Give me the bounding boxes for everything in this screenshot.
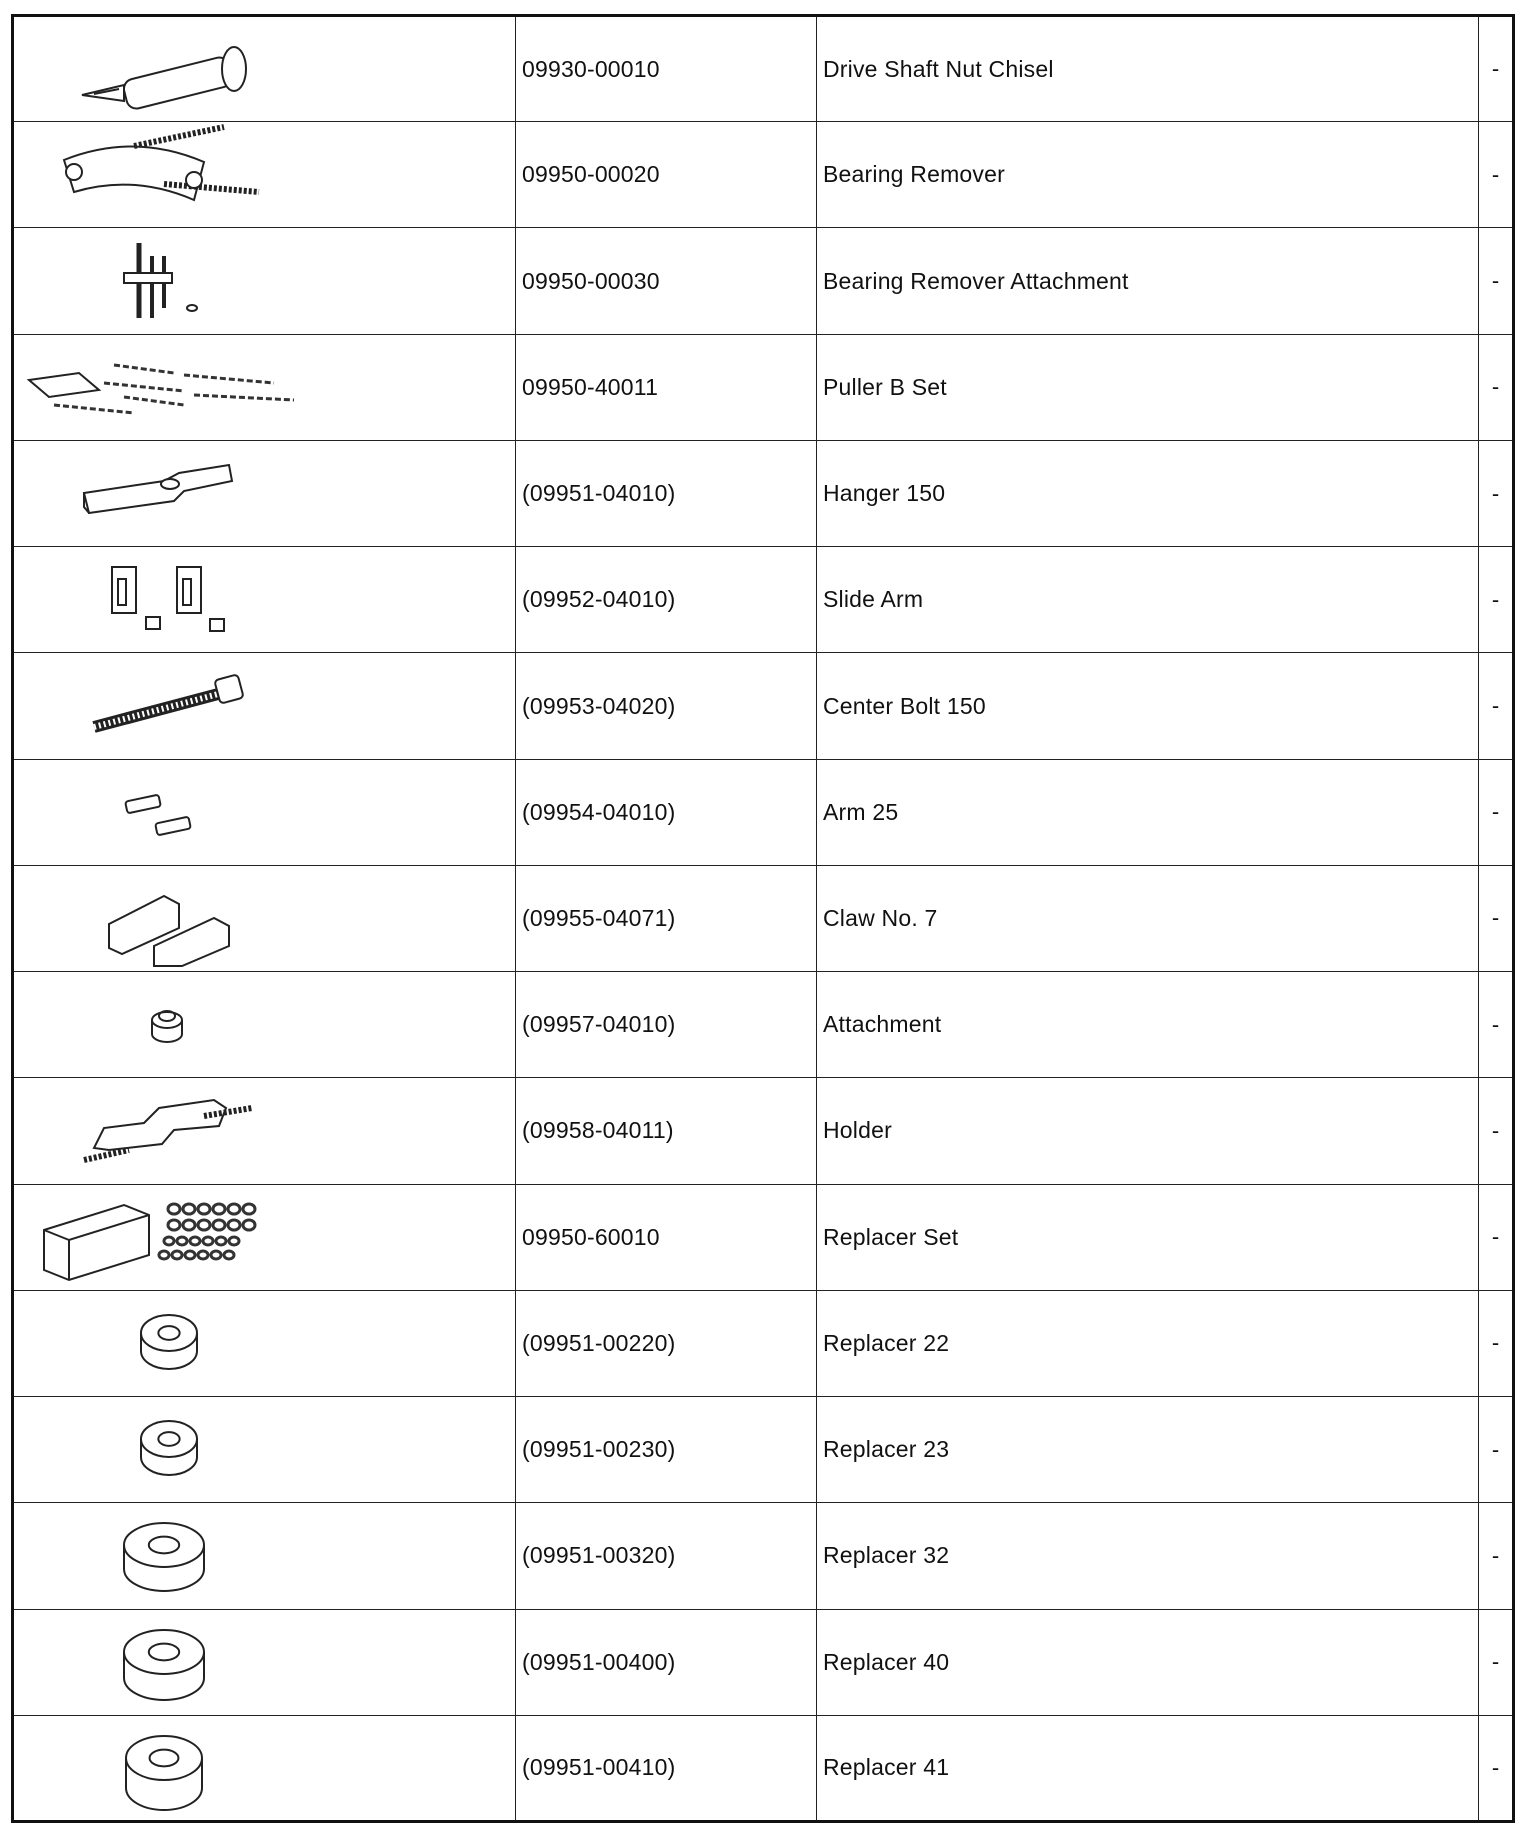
- table-row: [13, 865, 1514, 971]
- note-cell: [1479, 1078, 1514, 1184]
- tool-name: Replacer Set: [823, 1223, 959, 1250]
- tool-illustration-cell: [13, 1397, 516, 1503]
- holder-icon: [14, 1078, 515, 1184]
- part-number: (09951-00320): [522, 1542, 676, 1569]
- part-number-cell: [516, 865, 817, 971]
- part-number: 09950-00030: [522, 267, 660, 294]
- special-tools-table: [11, 14, 1515, 1823]
- table-row: [13, 759, 1514, 865]
- note-text: -: [1491, 693, 1500, 719]
- part-number-cell: [516, 16, 817, 122]
- tool-illustration-cell: [13, 759, 516, 865]
- tool-name: Replacer 22: [823, 1329, 950, 1356]
- table-row: [13, 440, 1514, 546]
- tool-name-cell: [817, 1609, 1479, 1715]
- table-row: [13, 16, 1514, 122]
- tool-name: Bearing Remover: [823, 161, 1005, 188]
- part-number: (09955-04071): [522, 904, 676, 931]
- part-number-cell: [516, 122, 817, 228]
- note-text: -: [1491, 1436, 1500, 1462]
- note-cell: [1479, 1715, 1514, 1821]
- tool-illustration-cell: [13, 653, 516, 759]
- note-cell: [1479, 865, 1514, 971]
- tool-illustration-cell: [13, 228, 516, 334]
- part-number-cell: [516, 1609, 817, 1715]
- tool-illustration-cell: [13, 1715, 516, 1821]
- tool-name: Puller B Set: [823, 373, 947, 400]
- table-row: [13, 1184, 1514, 1290]
- part-number-cell: [516, 1503, 817, 1609]
- tool-illustration-cell: [13, 1609, 516, 1715]
- note-text: -: [1491, 1649, 1500, 1675]
- tool-name-cell: [817, 16, 1479, 122]
- table-row: [13, 1078, 1514, 1184]
- part-number: (09951-00410): [522, 1754, 676, 1781]
- tool-illustration-cell: [13, 547, 516, 653]
- puller-b-set-icon: [14, 335, 515, 441]
- tool-illustration-cell: [13, 972, 516, 1078]
- part-number: (09952-04010): [522, 586, 676, 613]
- drive-shaft-nut-chisel-icon: [14, 17, 515, 123]
- note-text: -: [1491, 161, 1500, 187]
- part-number: (09958-04011): [522, 1117, 674, 1144]
- replacer-22-icon: [14, 1291, 515, 1397]
- bearing-remover-attachment-icon: [14, 228, 515, 334]
- note-text: -: [1491, 1330, 1500, 1356]
- arm-icon: [14, 760, 515, 866]
- table-row: [13, 1503, 1514, 1609]
- part-number: 09950-00020: [522, 161, 660, 188]
- tool-name-cell: [817, 1078, 1479, 1184]
- note-cell: [1479, 1397, 1514, 1503]
- table-row: [13, 547, 1514, 653]
- part-number: (09951-00230): [522, 1436, 676, 1463]
- part-number-cell: [516, 1078, 817, 1184]
- center-bolt-icon: [14, 653, 515, 759]
- bearing-remover-icon: [14, 122, 515, 228]
- note-cell: [1479, 653, 1514, 759]
- tool-illustration-cell: [13, 1078, 516, 1184]
- tool-name: Slide Arm: [823, 586, 924, 613]
- special-tools-rows: [13, 16, 1514, 1822]
- tool-illustration-cell: [13, 440, 516, 546]
- attachment-icon: [14, 972, 515, 1078]
- note-text: -: [1491, 1011, 1500, 1037]
- note-cell: [1479, 16, 1514, 122]
- tool-name: Replacer 32: [823, 1542, 950, 1569]
- table-row: [13, 972, 1514, 1078]
- note-text: -: [1491, 1542, 1500, 1568]
- part-number: (09951-00220): [522, 1329, 676, 1356]
- tool-illustration-cell: [13, 122, 516, 228]
- tool-illustration-cell: [13, 1184, 516, 1290]
- table-row: [13, 1290, 1514, 1396]
- replacer-41-icon: [14, 1716, 515, 1822]
- tool-name-cell: [817, 547, 1479, 653]
- part-number: (09953-04020): [522, 692, 676, 719]
- tool-name: Center Bolt 150: [823, 692, 986, 719]
- note-cell: [1479, 972, 1514, 1078]
- note-text: -: [1491, 480, 1500, 506]
- claw-icon: [14, 866, 515, 972]
- note-cell: [1479, 1184, 1514, 1290]
- tool-name: Replacer 41: [823, 1754, 950, 1781]
- tool-name-cell: [817, 653, 1479, 759]
- table-row: [13, 1609, 1514, 1715]
- note-text: -: [1491, 374, 1500, 400]
- note-text: -: [1491, 1754, 1500, 1780]
- note-cell: [1479, 334, 1514, 440]
- note-text: -: [1491, 1224, 1500, 1250]
- tool-name: Arm 25: [823, 798, 899, 825]
- note-cell: [1479, 759, 1514, 865]
- tool-name: Drive Shaft Nut Chisel: [823, 55, 1054, 82]
- part-number-cell: [516, 972, 817, 1078]
- tool-name: Attachment: [823, 1011, 942, 1038]
- tool-name: Replacer 23: [823, 1436, 950, 1463]
- replacer-40-icon: [14, 1610, 515, 1716]
- tool-name: Holder: [823, 1117, 892, 1144]
- part-number-cell: [516, 653, 817, 759]
- part-number: (09951-04010): [522, 480, 676, 507]
- note-cell: [1479, 1503, 1514, 1609]
- note-text: -: [1491, 268, 1500, 294]
- note-cell: [1479, 547, 1514, 653]
- part-number-cell: [516, 1715, 817, 1821]
- tool-name-cell: [817, 1290, 1479, 1396]
- part-number: 09950-40011: [522, 373, 659, 400]
- replacer-32-icon: [14, 1503, 515, 1609]
- tool-name-cell: [817, 972, 1479, 1078]
- table-row: [13, 122, 1514, 228]
- slide-arm-icon: [14, 547, 515, 653]
- table-row: [13, 1715, 1514, 1821]
- note-cell: [1479, 1609, 1514, 1715]
- tool-name: Bearing Remover Attachment: [823, 267, 1129, 294]
- part-number: 09950-60010: [522, 1223, 660, 1250]
- tool-illustration-cell: [13, 334, 516, 440]
- tool-name-cell: [817, 759, 1479, 865]
- part-number-cell: [516, 1290, 817, 1396]
- tool-name-cell: [817, 334, 1479, 440]
- hanger-icon: [14, 441, 515, 547]
- tool-name-cell: [817, 122, 1479, 228]
- note-text: -: [1491, 56, 1500, 82]
- tool-name-cell: [817, 1715, 1479, 1821]
- part-number-cell: [516, 759, 817, 865]
- note-text: -: [1491, 799, 1500, 825]
- table-row: [13, 1397, 1514, 1503]
- tool-name-cell: [817, 440, 1479, 546]
- part-number-cell: [516, 440, 817, 546]
- note-cell: [1479, 122, 1514, 228]
- part-number: (09954-04010): [522, 798, 676, 825]
- tool-name-cell: [817, 1503, 1479, 1609]
- part-number-cell: [516, 547, 817, 653]
- note-cell: [1479, 228, 1514, 334]
- tool-name-cell: [817, 865, 1479, 971]
- tool-name-cell: [817, 228, 1479, 334]
- note-cell: [1479, 1290, 1514, 1396]
- part-number-cell: [516, 1397, 817, 1503]
- part-number-cell: [516, 334, 817, 440]
- tool-name: Replacer 40: [823, 1648, 950, 1675]
- tool-name-cell: [817, 1397, 1479, 1503]
- table-row: [13, 334, 1514, 440]
- part-number-cell: [516, 1184, 817, 1290]
- note-text: -: [1491, 905, 1500, 931]
- table-row: [13, 228, 1514, 334]
- note-text: -: [1491, 586, 1500, 612]
- tool-name: Hanger 150: [823, 480, 946, 507]
- tool-name-cell: [817, 1184, 1479, 1290]
- tool-illustration-cell: [13, 1290, 516, 1396]
- replacer-set-icon: [14, 1185, 515, 1291]
- table-row: [13, 653, 1514, 759]
- note-cell: [1479, 440, 1514, 546]
- part-number: 09930-00010: [522, 55, 660, 82]
- part-number: (09957-04010): [522, 1011, 676, 1038]
- tool-illustration-cell: [13, 1503, 516, 1609]
- part-number: (09951-00400): [522, 1648, 676, 1675]
- tool-name: Claw No. 7: [823, 904, 938, 931]
- tool-illustration-cell: [13, 865, 516, 971]
- replacer-23-icon: [14, 1397, 515, 1503]
- note-text: -: [1491, 1117, 1500, 1143]
- part-number-cell: [516, 228, 817, 334]
- tool-illustration-cell: [13, 16, 516, 122]
